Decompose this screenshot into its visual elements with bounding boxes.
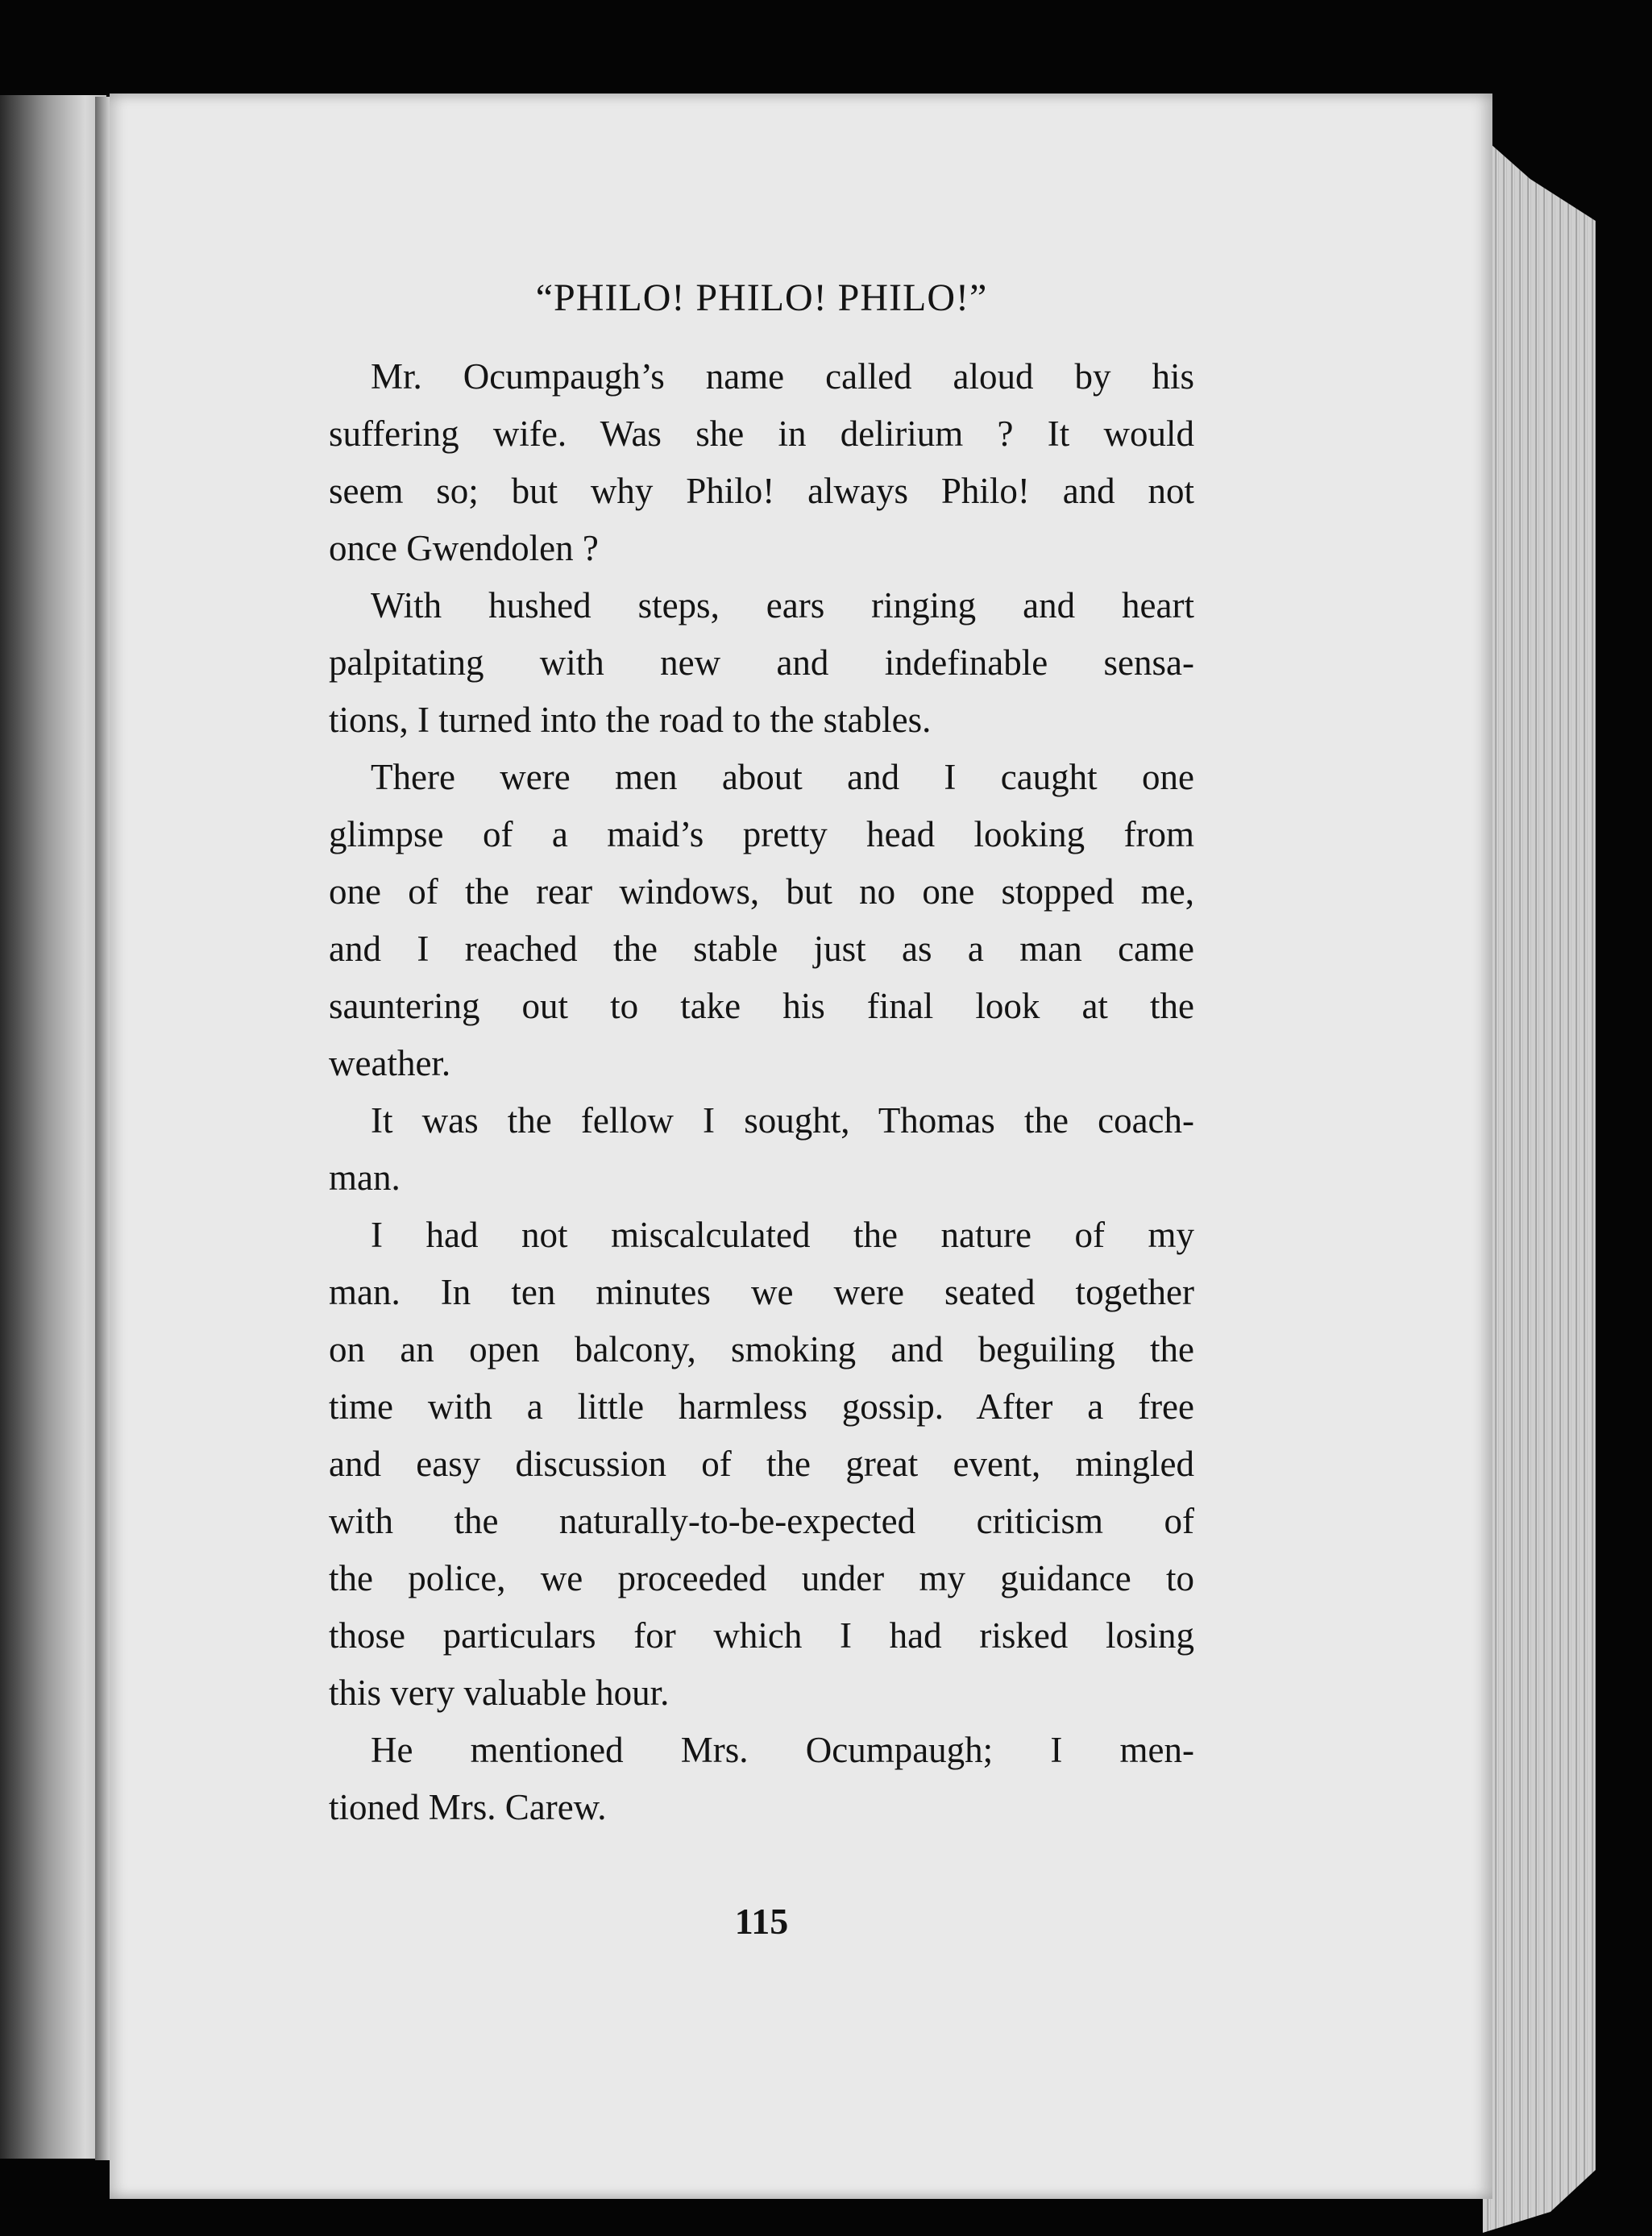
paragraph <box>329 577 1194 749</box>
text-line: time with a little harmless gossip. After a free <box>329 1386 1194 1427</box>
text-line: on an open balcony, smoking and beguiling the <box>329 1329 1194 1369</box>
paragraph <box>329 1722 1194 1836</box>
page-stack-edges <box>1483 137 1596 2233</box>
text-line: seem so; but why Philo! always Philo! and not <box>329 471 1194 511</box>
text-line: man. <box>329 1157 401 1198</box>
paragraph <box>329 749 1194 1092</box>
text-line: tions, I turned into the road to the stables. <box>329 700 932 740</box>
text-line: sauntering out to take his final look at the <box>329 986 1194 1026</box>
text-line: suffering wife. Was she in delirium ? It would <box>329 414 1194 454</box>
paragraph <box>329 348 1194 577</box>
text-line: once Gwendolen ? <box>329 528 599 568</box>
text-line: and I reached the stable just as a man came <box>329 929 1194 969</box>
text-line: palpitating with new and indefinable sensa- <box>329 642 1194 683</box>
text-line: and easy discussion of the great event, mingled <box>329 1444 1194 1484</box>
page-text <box>329 274 1194 1942</box>
text-line: the police, we proceeded under my guidance to <box>329 1558 1194 1598</box>
text-line: those particulars for which I had risked losing <box>329 1615 1194 1656</box>
paragraph <box>329 1092 1194 1207</box>
text-line: Mr. Ocumpaugh’s name called aloud by his <box>371 356 1194 397</box>
text-line: I had not miscalculated the nature of my <box>371 1215 1194 1255</box>
text-line: It was the fellow I sought, Thomas the coach- <box>371 1100 1194 1141</box>
text-line: this very valuable hour. <box>329 1673 670 1713</box>
previous-page-edge <box>0 95 106 2159</box>
text-line: man. In ten minutes we were seated together <box>329 1272 1194 1312</box>
running-head: “PHILO! PHILO! PHILO!” <box>535 276 988 319</box>
text-line: He mentioned Mrs. Ocumpaugh; I men- <box>371 1730 1194 1770</box>
text-line: weather. <box>329 1043 451 1083</box>
paragraph <box>329 1207 1194 1722</box>
page-number: 115 <box>734 1901 789 1942</box>
text-line: tioned Mrs. Carew. <box>329 1787 607 1827</box>
text-line: With hushed steps, ears ringing and heart <box>371 585 1194 625</box>
text-line: There were men about and I caught one <box>371 757 1194 797</box>
text-line: glimpse of a maid’s pretty head looking from <box>329 814 1194 854</box>
text-line: one of the rear windows, but no one stopped me, <box>329 871 1194 912</box>
text-line: with the naturally-to-be-expected criticism of <box>329 1501 1194 1541</box>
body-text <box>329 348 1194 1836</box>
